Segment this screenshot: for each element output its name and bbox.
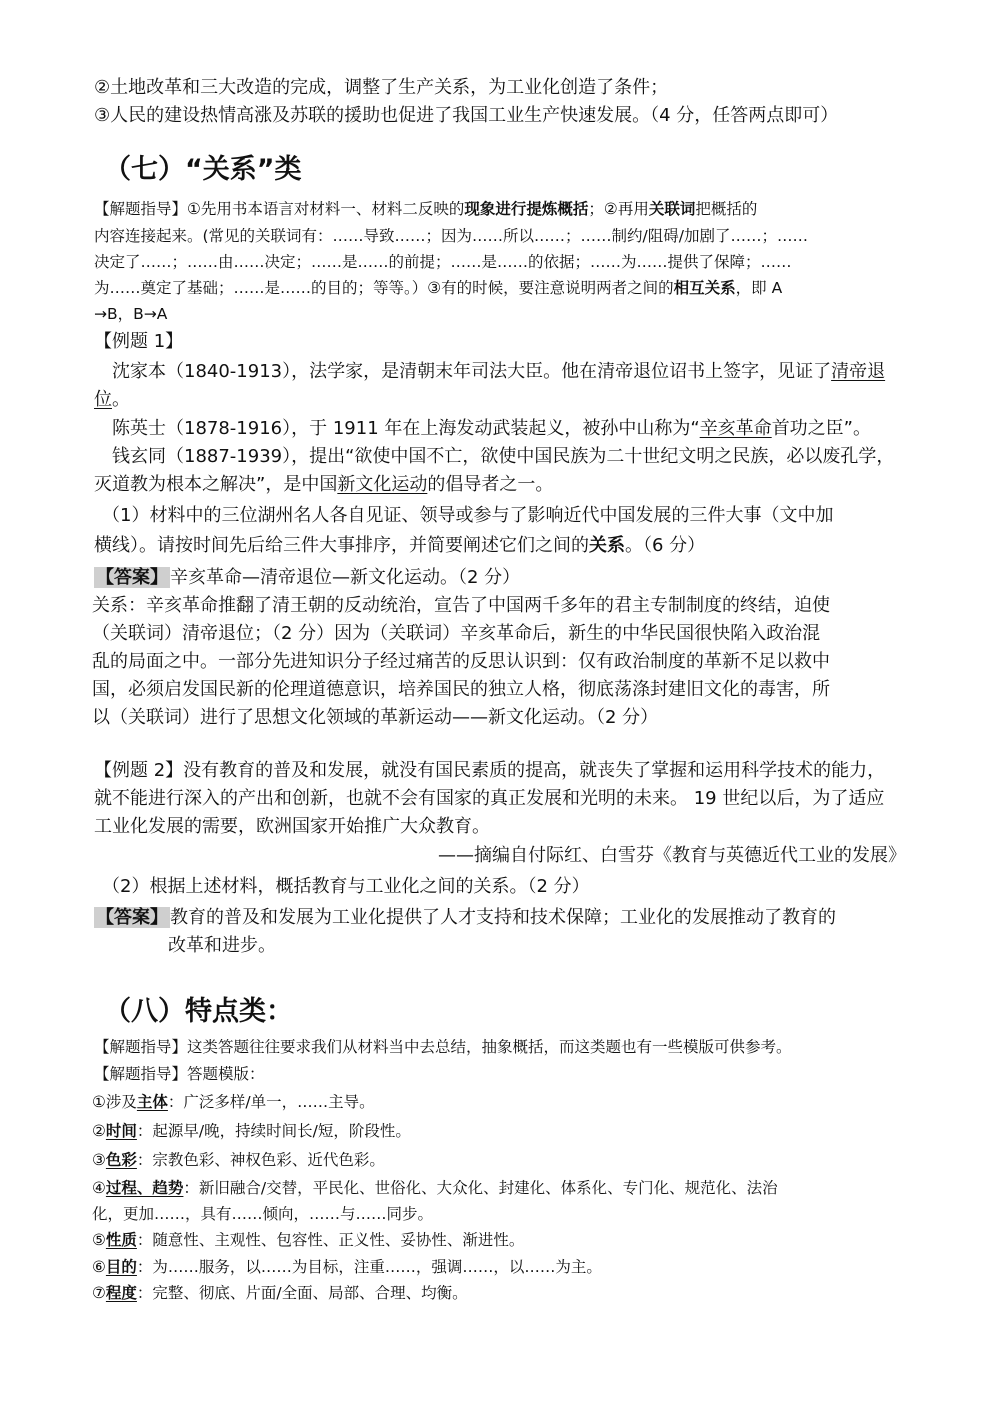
template-item: ④过程、趋势：新旧融合/交替，平民化、世俗化、大众化、封建化、体系化、专门化、规范化、法治: [92, 1179, 778, 1197]
material-line: 沈家本（1840-1913），法学家，是清朝末年司法大臣。他在清帝退位诏书上签字，见证了清帝退: [112, 361, 886, 382]
template-item: ⑤性质：随意性、主观性、包容性、正义性、妥协性、渐进性。: [92, 1231, 525, 1249]
key-term: 性质: [105, 1231, 137, 1249]
key-term: 时间: [105, 1122, 137, 1140]
guide-line: →B，B→A: [94, 305, 168, 323]
answer-line: （关联词）清帝退位；（2 分）因为（关联词）辛亥革命后，新生的中华民国很快陷入政治混: [92, 623, 821, 644]
underlined-event: 新文化运动: [337, 474, 428, 495]
example2-line: 工业化发展的需要，欧洲国家开始推广大众教育。: [94, 816, 490, 837]
answer-tag: 【答案】: [96, 907, 168, 928]
template-item: ②时间：起源早/晚，持续时间长/短，阶段性。: [92, 1122, 411, 1140]
text-line: ②土地改革和三大改造的完成，调整了生产关系，为工业化创造了条件；: [94, 77, 669, 98]
answer-line: 改革和进步。: [168, 935, 276, 956]
bold-term: 相互关系: [673, 279, 736, 297]
bold-term: 现象进行提炼概括: [464, 200, 589, 218]
guide-line: 内容连接起来。(常见的关联词有：……导致……；因为……所以……；……制约/阻碍/加剧了……；……: [94, 227, 808, 245]
underlined-event: 清帝退: [831, 361, 886, 382]
template-item: ⑦程度：完整、彻底、片面/全面、局部、合理、均衡。: [92, 1284, 468, 1302]
guide-line: 【解题指导】这类答题往往要求我们从材料当中去总结，抽象概括，而这类题也有一些模版可供参考。: [94, 1038, 792, 1056]
underlined-event: 辛亥革命: [699, 418, 772, 439]
material-line: 钱玄同（1887-1939），提出“欲使中国不亡，欲使中国民族为二十世纪文明之民族，必以废孔学，: [112, 446, 895, 467]
example2-line: 就不能进行深入的产出和创新，也就不会有国家的真正发展和光明的未来。 19 世纪以后，为了适应: [94, 788, 885, 809]
answer-line: 【答案】 教育的普及和发展为工业化提供了人才支持和技术保障；工业化的发展推动了教育的: [96, 907, 836, 928]
answer-line: 【答案】 辛亥革命—清帝退位—新文化运动。（2 分）: [96, 567, 521, 588]
key-term: 程度: [105, 1284, 137, 1302]
template-item: ⑥目的：为……服务，以……为目标，注重……，强调……，以……为主。: [92, 1258, 602, 1276]
material-line: 位。: [94, 389, 130, 410]
key-term: 过程、趋势: [105, 1179, 184, 1197]
section-heading: （八）特点类：: [104, 996, 293, 1027]
guide-line: 【解题指导】①先用书本语言对材料一、材料二反映的现象进行提炼概括；②再用关联词把概括的: [94, 200, 758, 218]
text-line: ③人民的建设热情高涨及苏联的援助也促进了我国工业生产快速发展。（4 分，任答两点即可）: [94, 105, 839, 126]
example2-line: 【例题 2】没有教育的普及和发展，就没有国民素质的提高，就丧失了掌握和运用科学技术的能力，: [94, 760, 886, 781]
guide-line: 决定了……；……由……决定；……是……的前提；……是……的依据；……为……提供了保障；……: [94, 253, 792, 271]
key-term: 主体: [136, 1093, 168, 1111]
answer-line: 关系：辛亥革命推翻了清王朝的反动统治，宣告了中国两千多年的君主专制制度的终结，迫使: [92, 595, 830, 616]
template-item: ③色彩：宗教色彩、神权色彩、近代色彩。: [92, 1151, 385, 1169]
source-citation: ——摘编自付际红、白雪芬《教育与英德近代工业的发展》: [438, 845, 906, 866]
guide-line: 【解题指导】答题模版：: [94, 1065, 265, 1083]
material-line: 灭道教为根本之解决”，是中国新文化运动的倡导者之一。: [94, 474, 554, 495]
bold-term: 关系: [589, 535, 625, 556]
key-term: 色彩: [105, 1151, 137, 1169]
answer-tag: 【答案】: [96, 567, 168, 588]
underlined-event: 位: [94, 389, 112, 410]
question-line: 横线）。请按时间先后给三件大事排序，并简要阐述它们之间的关系。（6 分）: [94, 535, 706, 556]
section-heading: （七）“关系”类: [104, 154, 302, 185]
key-term: 目的: [105, 1258, 137, 1276]
answer-line: 乱的局面之中。一部分先进知识分子经过痛苦的反思认识到：仅有政治制度的革新不足以救中: [92, 651, 830, 672]
guide-line: 为……奠定了基础；……是……的目的；等等。）③有的时候，要注意说明两者之间的相互关系，即 A: [94, 279, 783, 297]
question-line: （1）材料中的三位湖州名人各自见证、领导或参与了影响近代中国发展的三件大事（文中加: [102, 505, 834, 526]
question-line: （2）根据上述材料，概括教育与工业化之间的关系。（2 分）: [102, 876, 590, 897]
material-line: 陈英士（1878-1916），于 1911 年在上海发动武装起义，被孙中山称为“辛亥革命首功之臣”。: [112, 418, 872, 439]
answer-line: 国，必须启发国民新的伦理道德意识，培养国民的独立人格，彻底荡涤封建旧文化的毒害，所: [92, 679, 830, 700]
bold-term: 关联词: [648, 200, 696, 218]
example-label: 【例题 1】: [94, 331, 184, 352]
answer-line: 以（关联词）进行了思想文化领域的革新运动——新文化运动。（2 分）: [92, 707, 659, 728]
template-item: ①涉及主体：广泛多样/单一，……主导。: [92, 1093, 375, 1111]
template-item-continued: 化，更加……，具有……倾向，……与……同步。: [92, 1205, 434, 1223]
